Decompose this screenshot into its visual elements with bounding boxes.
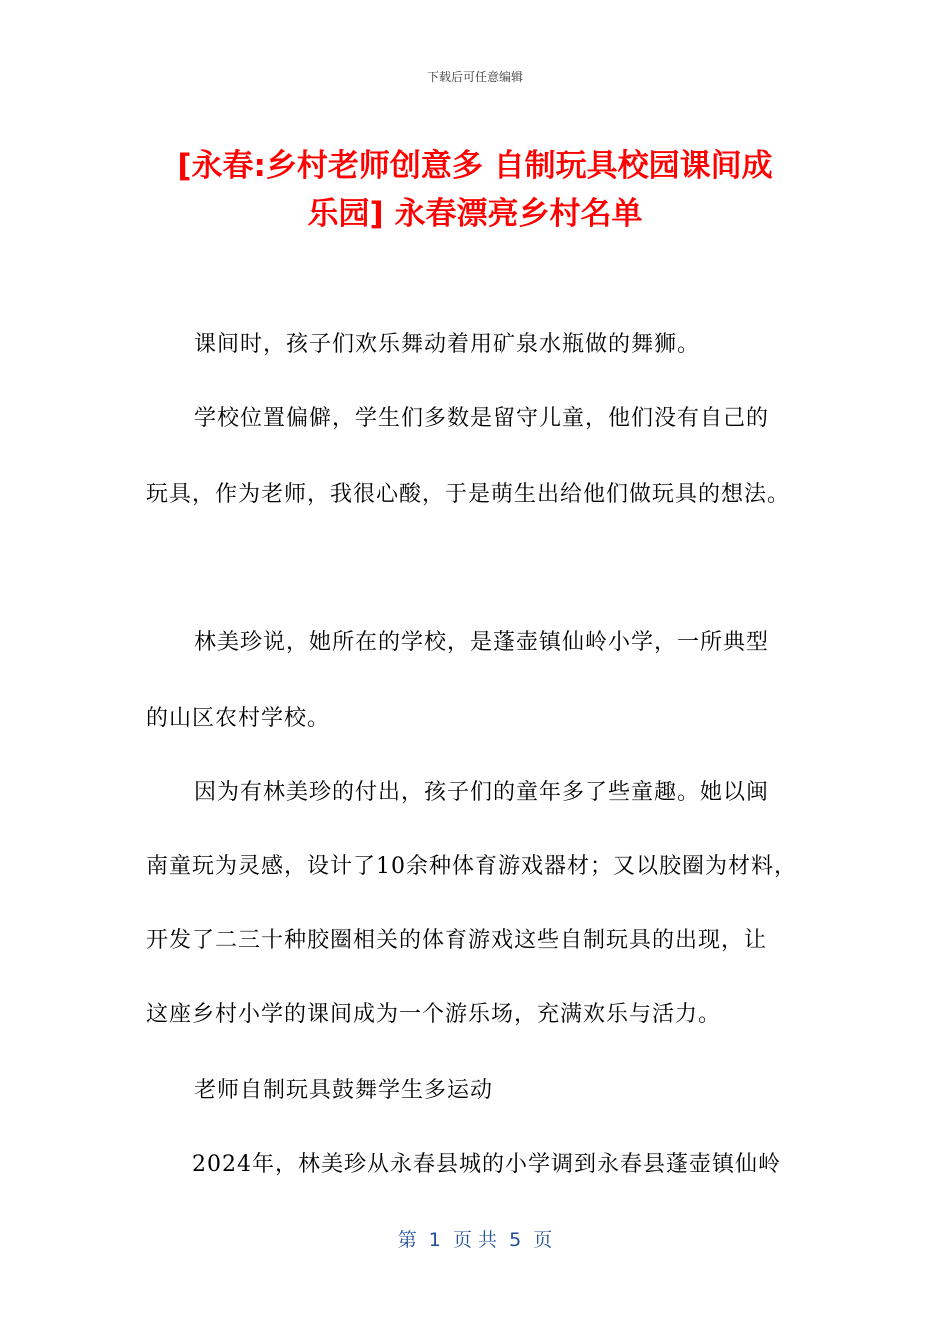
header-note: 下载后可任意编辑 — [426, 70, 523, 84]
body-line: 这座乡村小学的课间成为一个游乐场，充满欢乐与活力。 — [146, 1002, 722, 1027]
body-line: 课间时，孩子们欢乐舞动着用矿泉水瓶做的舞狮。 — [194, 332, 701, 357]
body-line: 林美珍说，她所在的学校，是蓬壶镇仙岭小学，一所典型 — [194, 630, 770, 655]
title-line-1: [永春:乡村老师创意多 自制玩具校园课间成 — [177, 148, 773, 184]
title-line-2: 乐园] 永春漂亮乡村名单 — [307, 196, 643, 232]
body-line: 玩具，作为老师，我很心酸，于是萌生出给他们做玩具的想法。 — [146, 482, 791, 507]
body-line: 2024年，林美珍从永春县城的小学调到永春县蓬壶镇仙岭 — [192, 1152, 781, 1177]
document-title — [100, 142, 850, 238]
body-line: 学校位置偏僻，学生们多数是留守儿童，他们没有自己的 — [194, 406, 770, 431]
body-line: 因为有林美珍的付出，孩子们的童年多了些童趣。她以闽 — [194, 780, 770, 805]
body-line: 开发了二三十种胶圈相关的体育游戏这些自制玩具的出现，让 — [146, 928, 768, 953]
section-heading: 老师自制玩具鼓舞学生多运动 — [194, 1078, 494, 1103]
body-line: 的山区农村学校。 — [146, 706, 331, 731]
body-line: 南童玩为灵感，设计了10余种体育游戏器材；又以胶圈为材料， — [146, 854, 797, 879]
page-number: 第 1 页 共 5 页 — [397, 1229, 553, 1251]
